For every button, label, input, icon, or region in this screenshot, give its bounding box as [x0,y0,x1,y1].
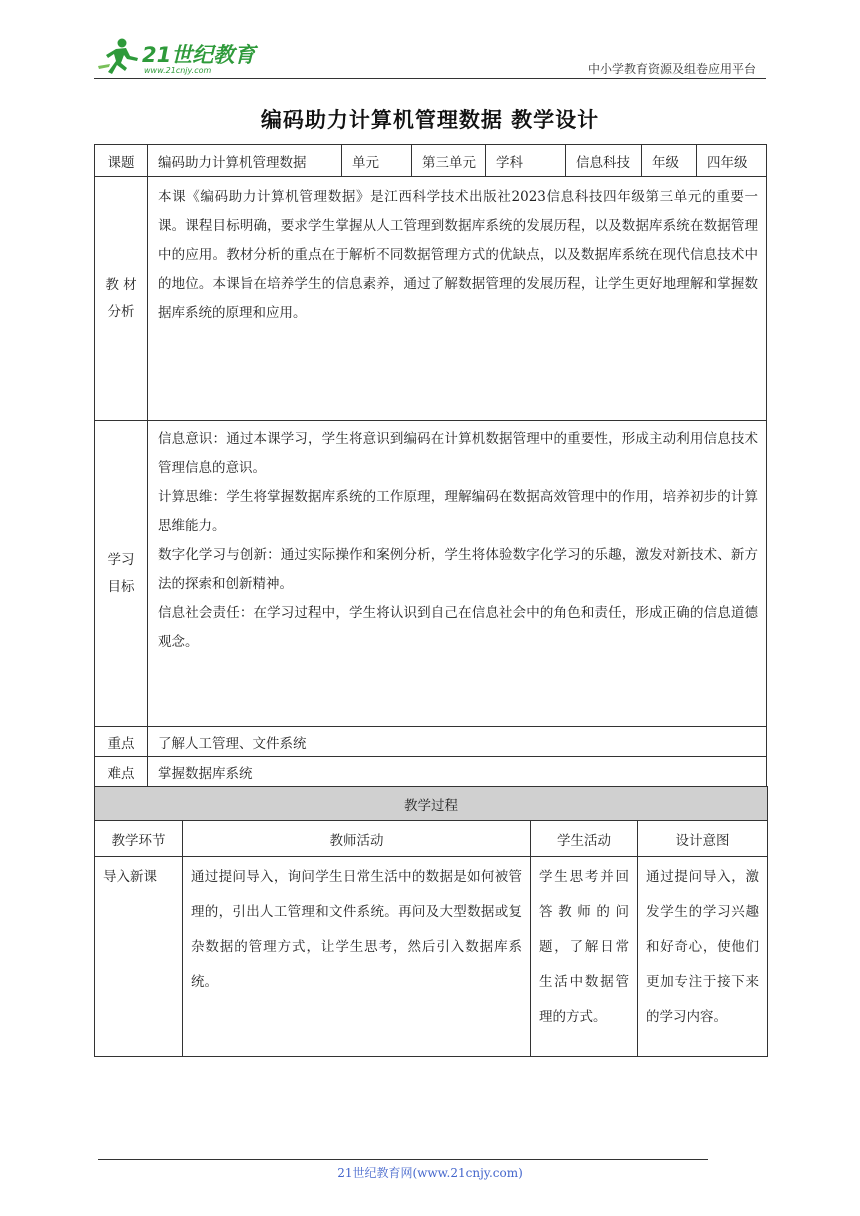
logo-text: 21世纪教育 [142,43,256,67]
header-stage: 教学环节 [95,821,183,857]
teaching-process-table [94,786,768,1057]
header-student: 学生活动 [531,821,638,857]
difficult-point-value: 掌握数据库系统 [148,757,767,787]
analysis-label: 教 材 分析 [95,177,148,421]
key-point-value: 了解人工管理、文件系统 [148,727,767,757]
unit-label: 单元 [342,145,412,177]
difficult-point-label: 难点 [95,757,148,787]
analysis-text: 本课《编码助力计算机管理数据》是江西科学技术出版社2023信息科技四年级第三单元的重要一课。课程目标明确，要求学生掌握从人工管理到数据库系统的发展历程，以及数据库系统在数据管理中的应用。教材分析的重点在于解析不同数据管理方式的优缺点，以及数据库系统在现代信息技术中的地位。本课旨在培养学生的信息素养，通过了解数据管理的发展历程，让学生更好地理解和掌握数据库系统的原理和应用。 [158,189,758,321]
stage-cell: 导入新课 [95,857,183,1057]
objective-item: 信息意识：通过本课学习，学生将意识到编码在计算机数据管理中的重要性，形成主动利用信息技术管理信息的意识。 [158,431,758,476]
course-value: 编码助力计算机管理数据 [148,145,342,177]
header-divider [94,78,766,79]
footer-link[interactable]: 21世纪教育网(www.21cnjy.com) [337,1166,523,1180]
design-intent: 通过提问导入，激发学生的学习兴趣和好奇心，使他们更加专注于接下来的学习内容。 [638,857,768,1057]
footer-divider [98,1159,708,1160]
objective-item: 计算思维：学生将掌握数据库系统的工作原理，理解编码在数据高效管理中的作用，培养初步的计算思维能力。 [158,489,758,534]
document-title: 编码助力计算机管理数据 教学设计 [260,108,600,132]
lesson-info-table [94,144,767,787]
process-title: 教学过程 [95,787,768,821]
student-activity: 学生思考并回答教师的问题，了解日常生活中数据管理的方式。 [531,857,638,1057]
platform-name: 中小学教育资源及组卷应用平台 [587,62,756,76]
objectives-cell [148,421,767,727]
site-logo [96,36,261,78]
subject-value: 信息科技 [566,145,642,177]
logo-url: www.21cnjy.com [144,66,212,75]
subject-label: 学科 [486,145,566,177]
key-point-label: 重点 [95,727,148,757]
objective-item: 数字化学习与创新：通过实际操作和案例分析，学生将体验数字化学习的乐趣，激发对新技术、新方法的探索和创新精神。 [158,547,758,592]
grade-value: 四年级 [697,145,767,177]
objective-item: 信息社会责任：在学习过程中，学生将认识到自己在信息社会中的角色和责任，形成正确的信息道德观念。 [158,605,758,650]
analysis-cell [148,177,767,421]
objectives-label: 学习 目标 [95,421,148,727]
unit-value: 第三单元 [412,145,486,177]
course-label: 课题 [95,145,148,177]
header-teacher: 教师活动 [183,821,531,857]
grade-label: 年级 [642,145,697,177]
teacher-activity: 通过提问导入，询问学生日常生活中的数据是如何被管理的，引出人工管理和文件系统。再问及大型数据或复杂数据的管理方式，让学生思考，然后引入数据库系统。 [183,857,531,1057]
table-row [95,857,768,1057]
header-intent: 设计意图 [638,821,768,857]
runner-icon [98,39,138,75]
